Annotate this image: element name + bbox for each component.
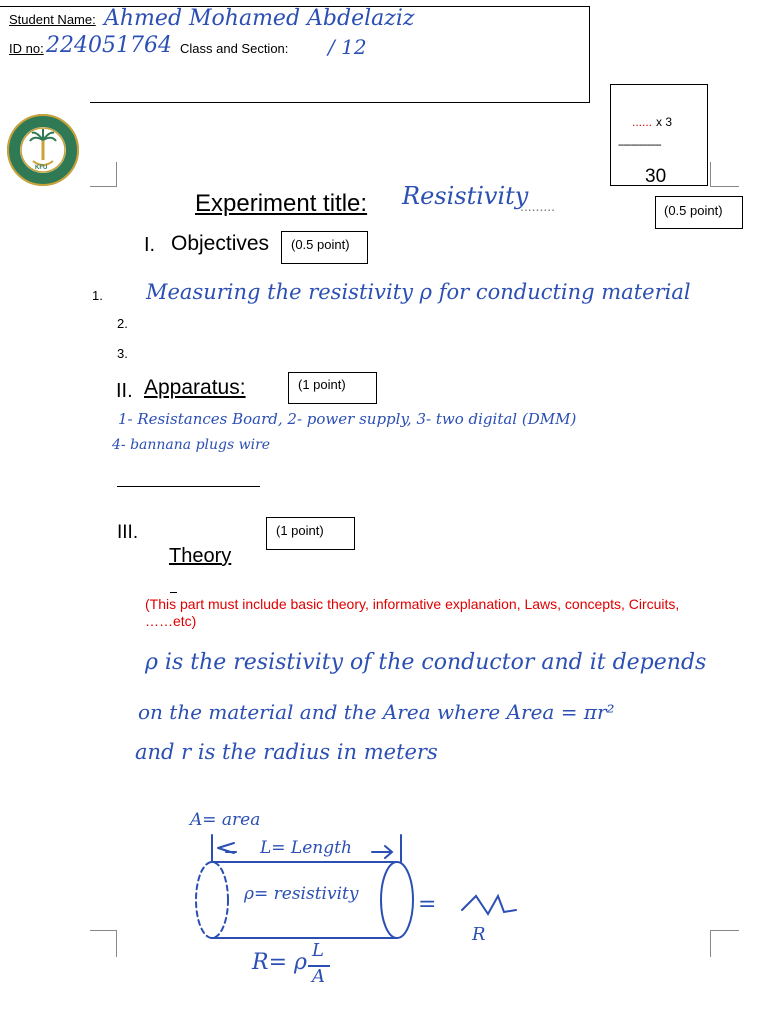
apparatus-rule bbox=[117, 486, 260, 487]
id-value: 224051764 bbox=[46, 33, 172, 58]
apparatus-roman: II. bbox=[116, 380, 133, 402]
class-section-value: / 12 bbox=[328, 35, 367, 59]
header-box-bottom-line bbox=[90, 102, 590, 103]
apparatus-line-2: 4- bannana plugs wire bbox=[112, 437, 271, 453]
objective-number: 3. bbox=[117, 346, 128, 361]
apparatus-points-box bbox=[288, 372, 377, 404]
diagram-r-label: R bbox=[472, 924, 486, 945]
corner-mark bbox=[710, 162, 739, 187]
objective-text: Measuring the resistivity ρ for conducting material bbox=[146, 280, 691, 304]
diagram-area-label: A= area bbox=[190, 810, 261, 830]
diagram-length-label: L= Length bbox=[260, 838, 352, 858]
score-dots: ...... bbox=[632, 115, 653, 129]
experiment-points-box bbox=[655, 196, 743, 229]
experiment-title-value: Resistivity bbox=[402, 182, 529, 210]
score-total: 30 bbox=[645, 166, 667, 183]
objectives-points: (0.5 point) bbox=[291, 237, 350, 252]
experiment-title-dots: ......... bbox=[520, 198, 556, 214]
student-name-value: Ahmed Mohamed Abdelaziz bbox=[104, 6, 415, 31]
theory-hand-line-1: ρ is the resistivity of the conductor and it depends bbox=[145, 650, 707, 675]
formula-left: R= ρ bbox=[252, 950, 307, 975]
objectives-points-box bbox=[281, 231, 368, 264]
apparatus-line-1: 1- Resistances Board, 2- power supply, 3- two digital (DMM) bbox=[118, 410, 577, 428]
university-logo bbox=[6, 113, 80, 187]
corner-mark bbox=[90, 162, 117, 187]
corner-mark bbox=[90, 930, 117, 957]
logo-badge: KFU bbox=[35, 165, 48, 171]
class-section-label: Class and Section: bbox=[180, 41, 289, 56]
objective-number: 2. bbox=[117, 316, 128, 331]
theory-heading: Theory bbox=[169, 545, 232, 567]
formula-denominator: A bbox=[312, 966, 325, 987]
corner-mark bbox=[710, 930, 739, 957]
experiment-title-label: Experiment title: bbox=[195, 190, 368, 217]
theory-points-box bbox=[266, 517, 355, 550]
apparatus-points: (1 point) bbox=[298, 377, 346, 392]
objective-number: 1. bbox=[92, 288, 103, 303]
theory-hand-line-2: on the material and the Area where Area = πr² bbox=[138, 700, 615, 724]
theory-roman: III. bbox=[117, 522, 139, 543]
objectives-heading: Objectives bbox=[171, 232, 270, 255]
theory-hand-line-3: and r is the radius in meters bbox=[135, 740, 438, 764]
diagram-equals: = bbox=[418, 892, 437, 917]
diagram-rho-label: ρ= resistivity bbox=[244, 884, 359, 904]
student-name-label: Student Name: bbox=[9, 12, 96, 27]
score-dashes: ---------------- bbox=[618, 139, 661, 151]
formula-numerator: L bbox=[312, 940, 324, 961]
objectives-roman: I. bbox=[144, 234, 156, 256]
id-label: ID no: bbox=[9, 41, 44, 56]
apparatus-heading: Apparatus: bbox=[144, 376, 246, 399]
experiment-points: (0.5 point) bbox=[664, 203, 723, 218]
theory-instruction: (This part must include basic theory, informative explanation, Laws, concepts, Circuits, ……etc) bbox=[145, 596, 680, 629]
theory-points: (1 point) bbox=[276, 523, 324, 538]
theory-dash bbox=[170, 592, 177, 593]
score-multiplier: x 3 bbox=[656, 115, 673, 129]
